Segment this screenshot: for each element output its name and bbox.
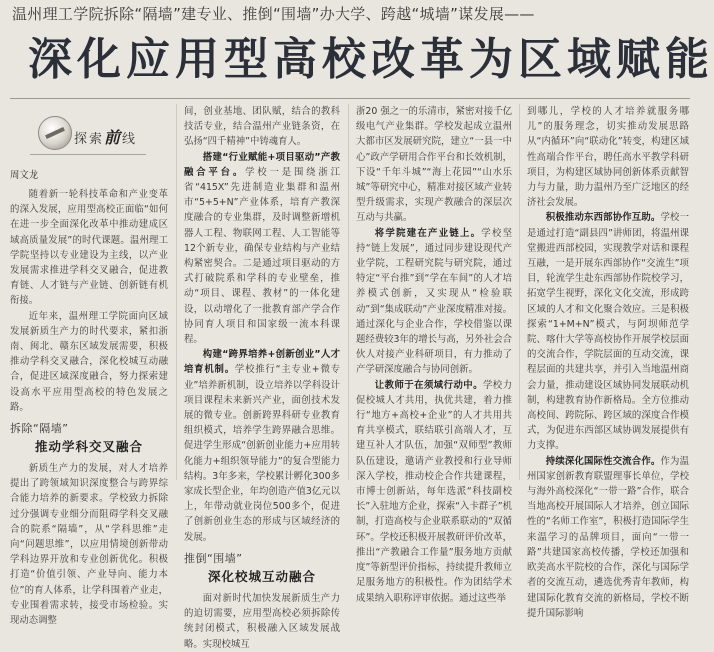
column-4 <box>527 104 689 619</box>
paragraph: 面对新时代加快发展新质生产力的迫切需要，应用型高校必须拆除传统封闭模式，积极融入区域发展战略。实现校城互 <box>184 592 340 650</box>
globe-icon <box>38 116 72 150</box>
paragraph: 搭建“行业赋能+项目驱动”产教融合平台。学校一是围绕浙江省“415X”先进制造业集群和温州市“5+5+N”产业体系，培育产教深度融合的专业集群，及时调整新增机器人工程、物联网工程、人工智能等12个新专业，确保专业结构与产业结构紧密契合。二是通过项目驱动的方式打破院系和学科的专业壁垒，推动“项目、课程、教材”的一体化建设，以动增化了一批教育部产学合作协同育人项目和国家级一流本科课程。 <box>184 151 340 346</box>
section-kicker: 拆除“隔墙” <box>10 422 69 436</box>
main-headline: 深化应用型高校改革为区域赋能 <box>28 34 714 85</box>
section-heading: 深化校城互动融合 <box>207 568 316 584</box>
paragraph-lead: 将学院建在产业链上。 <box>374 227 482 239</box>
paragraph-lead: 积极推动东西部协作互助。 <box>545 212 661 224</box>
paragraph: 让教师于在须域行动中。学校力促校城人才共用，执优共建，着力推行“地方+高校+企业”的人才共用共育共享模式，联结联引高端人才，互建互补人才队伍，加强“双师型”教师队伍建设，邀请产业教授和行业导师深入学校，推动校企合作共建课程，市博士创新站，每年选派“科技副校长”入驻地方企业，探索“入卡群子”机制，打造高校与企业联系联动的“双循环”。学校还积极开展教研评价改革，推出“产教融合工作量”服务地方贡献度”等新型评价指标，持续提升教师立足服务地方的积极性。作为团结学术成果纳入职称评审依据。通过这些举 <box>356 379 512 604</box>
headline-rule <box>10 98 690 99</box>
headline-kicker: 温州理工学院拆除“隔墙”建专业、推倒“围墙”办大学、跨越“城墙”谋发展—— <box>12 5 535 23</box>
section-logo <box>10 110 168 164</box>
paragraph-lead: 持续深化国际性交流合作。 <box>545 455 661 467</box>
paragraph: 构建“跨界培养+创新创业”人才培育机制。学校推行“主专业+微专业”培养新机制，设立培养以学科设计项目课程未来新兴产业，面创技术发展的微专业。创新跨界科研专业教育组织模式，培养学生跨界融合思维。促进学生形成“创新创业能力+应用转化能力+组织领导能力”的复合型能力结构。3年多来，学校累计孵化300多家成长型企业，年均创造产值3亿元以上，年带动就业岗位500多个，促进了创新创业生态的形成与区域经济的发展。 <box>184 349 340 543</box>
column-2 <box>184 104 340 650</box>
paragraph: 间，创业基地、团队赋，结合的教科技活专业，结合温州产业链条资，在弘扬“四千精神”中铸魂育人。 <box>184 106 340 148</box>
paragraph: 到哪儿，学校的人才培养就服务哪儿”的服务理念，切实推动发展思路从“内循环”向“联动化”转变，构建区域性高端合作平台，聘任高水平教学科研项目，为构建区域协同创新体系贡献智力与力量，助力温州乃至广泛地区的经济社会发展。 <box>527 106 689 209</box>
column-divider <box>519 104 520 480</box>
column-3 <box>356 104 512 604</box>
paragraph-lead: 搭建“行业赋能+项目驱动”产教融合平台。 <box>184 151 340 178</box>
paragraph: 浙20 强之一的乐清市，紧密对接千亿级电气产业集群。学校发起成立温州大都市区发展研究院，建立“一县一中心”政产学研用合作平台和长效机制，下设“千年斗城”“海上花园”“山水乐城”等研究中心，精准对接区域产业转型升级需求，实现产教融合的深层次互动与共赢。 <box>356 106 512 224</box>
section-kicker: 推倒“围墙” <box>184 551 243 565</box>
paragraph: 近年来，温州理工学院面向区域发展新质生产力的时代要求，紧扣浙南、闽北、赣东区域发展需要，积极推动学科交叉融合，深化校城互动融合，促进区域深度融合，努力探索建设高水平应用型高校的特色发展之路。 <box>10 310 168 413</box>
paragraph: 新质生产力的发展，对人才培养提出了跨领域知识深度整合与跨界综合能力培养的新要求。学校致力拆除过分强调专业细分而阻碍学科交叉融合的院系“隔墙”，从“学科思维”走向“问题思维”，以应用情境创新带动学科边界开放和专业创新优化。积极打造“价值引领、产业导向、能力本位”的育人体系，让学科围着产业走，专业围着需求转，接受市场检验。实现动态调整 <box>10 463 168 627</box>
column-1 <box>10 104 168 627</box>
paragraph: 持续深化国际性交流合作。作为温州国家创新教育联盟理事长单位，学校与海外高校深化“一带一路”合作，联合当地高校开展国际人才培养，创立国际性的“名师工作室”，积极打造国际学生来温学习的品牌项目，面向“一带一路”共建国家高校传播，学校还加强和欧美高水平院校的合作，深化与国际学者的交流互动，遴选优秀青年教师，构建国际化教育交流的新格局，学校不断提升国际影响 <box>527 455 689 619</box>
paragraph: 随着新一轮科技革命和产业变革的深入发展，应用型高校正面临“如何在进一步全面深化改革中推动建成区域高质量发展”的时代课题。温州理工学院坚持以专业建设为主线，以产业发展需求推进学科交叉融合，促进教育链、人才链与产业链、创新链有机衔接。 <box>10 189 168 307</box>
paragraph: 积极推动东西部协作互助。学校一是通过打造“副县四”讲师团，将温州课堂搬进西部校园，实现教学对话和课程互融，一是开展东西部协作“交流生”项目，轮流学生赴东西部协作院校学习，拓宽学生视野，深化文化交流，形成跨区域的人才和文化聚合效应。三是积极探索“1+M+N”模式，与阿坝师范学院、喀什大学等高校协作开展学校层面的交流合作，学院层面的互动交流，课程层面的共建共享，并引入当地温州商会力量，推动建设区域协同发展联动机制，构建教育协作新格局。全方位推动高校间、跨院际、跨区域的深度合作模式，为促进东西部区域协调发展提供有力支撑。 <box>527 212 689 452</box>
paragraph: 将学院建在产业链上。学校坚持“链上发展”，通过同步建设现代产业学院，工程研究院与研究院，通过特定“平台推”到“学在车间”的人才培养模式创新，又实现从“检验联动”到“集成联动”产业深度精准对接。通过深化与企业合作，学校借鉴以课题经费较3年的增长与高，另外社会合伙人对接产业科研项目，有力推动了产学研深度融合与协同创新。 <box>356 227 512 376</box>
paragraph-lead: 让教师于在须域行动中。 <box>374 379 483 391</box>
column-divider <box>176 104 177 480</box>
logo-underline <box>30 154 146 155</box>
column-divider <box>348 104 349 480</box>
section-heading: 推动学科交叉融合 <box>34 439 143 455</box>
section-logo-text: 探索前线 <box>74 128 138 147</box>
byline: 周文龙 <box>10 170 39 181</box>
paragraph-lead: 构建“跨界培养+创新创业”人才培育机制。 <box>184 349 340 376</box>
